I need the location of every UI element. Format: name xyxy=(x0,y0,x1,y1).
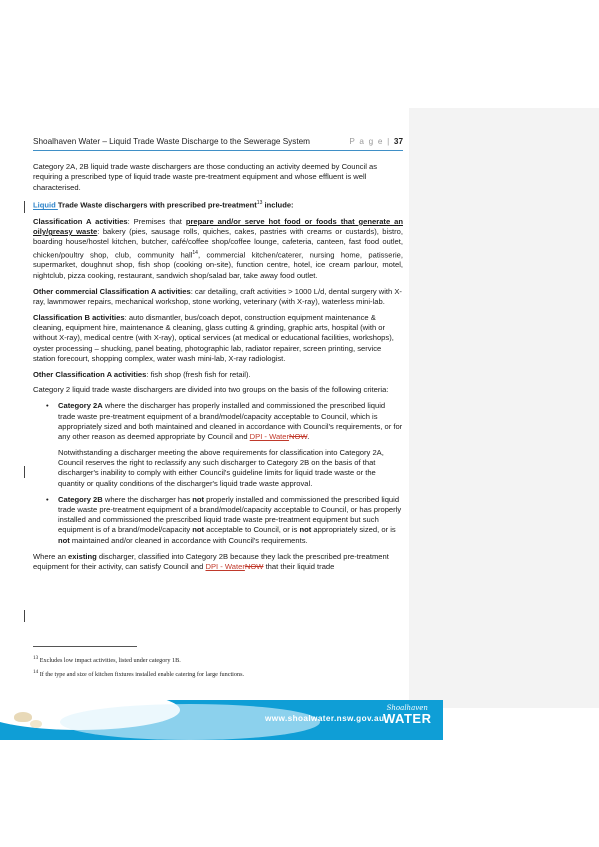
shell-icon xyxy=(14,712,32,722)
inserted-text: DPI - Water xyxy=(249,432,290,442)
intro-paragraph: Category 2A, 2B liquid trade waste dischargers are those conducting an activity deemed by Council as requiring a prescribed type of liquid trade waste pre-treatment equipment and whose effluent is well characterised. xyxy=(33,162,378,192)
bullet-icon: • xyxy=(46,494,49,504)
footnote-separator xyxy=(33,646,137,647)
list-item-category-2a: • Category 2A where the discharger has properly installed and commissioned the prescribed liquid trade waste pre-treatment equipment of a brand/model/capacity acceptable to Council, which is appropriately sized and both maintained and cleaned in accordance with Council's requirements, or for any other reason as deemed appropriate by Council and DPI - WaterNOW. xyxy=(46,401,403,442)
other-classification-a-paragraph: Other Classification A activities: fish shop (fresh fish for retail). xyxy=(33,369,251,379)
classification-b-paragraph: Classification B activities: auto dismantler, bus/coach depot, construction equipment maintenance & cleaning, equipment hire, maintenance & cleaning, glass cutting & grinding, graphic arts, hospital (with or without X-ray), medical centre (with X-ray), optical services (at medical or educational facilities, workshops), oyster processing – shucking, panel beating, photographic lab, radiator repairer, screen printing, service station forecourt, shopping complex, water wash mini-lab, X-ray radiologist. xyxy=(33,312,394,363)
shoalhaven-water-logo: Shoalhaven WATER xyxy=(383,704,432,726)
bullet-icon: • xyxy=(46,401,49,411)
category-2-intro: Category 2 liquid trade waste dischargers are divided into two groups on the basis of the following criteria: xyxy=(33,385,389,395)
list-item-category-2b: • Category 2B where the discharger has not properly installed and commissioned the prescribed liquid trade waste pre-treatment equipment of a brand/model/capacity acceptable to Council, or has properly installed and commissioned the prescribed liquid trade waste pre-treatment equipment but such equipment is of a brand/model/capacity not acceptable to Council, or is not appropriately sized, or is not maintained and/or cleaned in accordance with Council's requirements. xyxy=(46,494,402,545)
document-body xyxy=(33,162,403,578)
header-rule xyxy=(33,150,403,151)
page-number: P a g e | 37 xyxy=(349,137,403,146)
footnote-14: $^{14}$ If the type and size of kitchen fixtures installed enable catering for large functions. xyxy=(33,669,245,679)
comment-pane xyxy=(409,108,599,708)
change-bar xyxy=(24,466,25,478)
page-footer xyxy=(0,690,443,740)
notwithstanding-paragraph: Notwithstanding a discharger meeting the above requirements for classification into Category 2A, Council reserves the right to reclassify any such discharger to Category 2B on the basis of that discharger's inability to comply with either Council's guideline limits for liquid trade waste or the quantity or quality conditions of the discharger's liquid trade waste approval. xyxy=(58,447,384,488)
change-bar xyxy=(24,610,25,622)
shell-icon xyxy=(30,720,42,728)
inserted-text: Liquid xyxy=(33,200,58,210)
deleted-text: NOW xyxy=(244,561,264,571)
change-bar xyxy=(24,201,25,213)
classification-a-paragraph: Classification A activities: Premises that prepare and/or serve hot food or foods that generate an oily/greasy waste: bakery (pies, sausage rolls, quiches, cakes, pastries with creams or custards), bistro, boarding house/hostel kitchen, butcher, café/coffee shop/coffee lounge, cafeteria, canteen, fast food outlet, chicken/poultry shop, club, community hall$^{14}$, commercial kitchen/caterer, nursing home, patisserie, supermarket, doughnut shop, fish shop (cooking on-site), function centre, hotel, ice cream parlour, motel, nightclub, pizza cooking, restaurant, sandwich shop/salad bar, take away food outlet. xyxy=(33,216,404,280)
footnote-13: $^{13}$ Excludes low impact activities, listed under category 1B. xyxy=(33,655,181,665)
other-commercial-paragraph: Other commercial Classification A activities: car detailing, craft activities > 1000 L/d, dental surgery with X-ray, lawnmower repairs, mechanical workshop, stone working, veterinary (with X-ray), waterless mini-lab. xyxy=(33,286,402,306)
footer-url[interactable]: www.shoalwater.nsw.gov.au xyxy=(265,714,385,723)
existing-discharger-paragraph: Where an existing discharger, classified into Category 2B because they lack the prescribed pre-treatment equipment for their activity, can satisfy Council and DPI - WaterNOW that their liquid trade xyxy=(33,551,389,571)
deleted-text: NOW xyxy=(289,432,308,442)
section-heading: Liquid Trade Waste dischargers with prescribed pre-treatment$^{13}$ include: xyxy=(33,200,294,210)
page-header xyxy=(33,137,403,146)
header-title: Shoalhaven Water – Liquid Trade Waste Discharge to the Sewerage System xyxy=(33,137,311,146)
inserted-text: DPI - Water xyxy=(205,561,245,571)
